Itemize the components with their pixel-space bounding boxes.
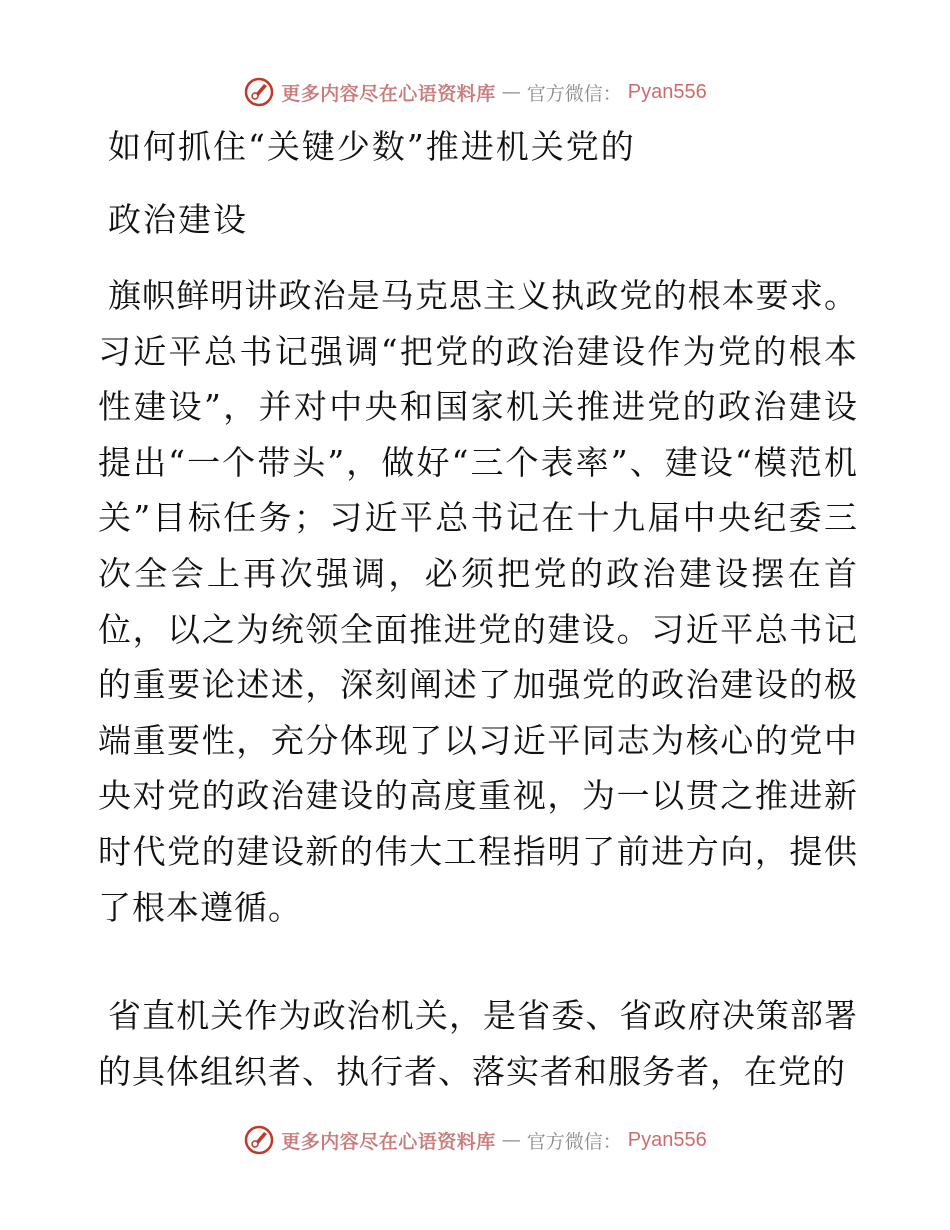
watermark-wechat-id: Pyan556 (627, 80, 707, 103)
document-title-line-1: 如何抓住“关键少数”推进机关党的 (108, 127, 636, 166)
body-paragraph-2: 省直机关作为政治机关，是省委、省政府决策部署的具体组织者、执行者、落实者和服务者，在党的 (98, 996, 858, 1091)
document-title-line-2: 政治建设 (108, 200, 248, 239)
watermark-separator: — (501, 1129, 521, 1151)
watermark-wechat-id: Pyan556 (627, 1128, 707, 1151)
watermark-separator: — (501, 81, 521, 103)
watermark-header (0, 72, 950, 112)
watermark-label: 官方微信： (526, 1130, 622, 1153)
quill-logo-icon (243, 76, 275, 108)
watermark-text: 更多内容尽在心语资料库 (281, 1130, 496, 1153)
quill-logo-icon (243, 1124, 275, 1156)
watermark-footer (0, 1120, 950, 1160)
body-paragraph-1: 旗帜鲜明讲政治是马克思主义执政党的根本要求。习近平总书记强调“把党的政治建设作为党的根本性建设”，并对中央和国家机关推进党的政治建设提出“一个带头”，做好“三个表率”、建设“模范机关”目标任务；习近平总书记在十九届中央纪委三次全会上再次强调，必须把党的政治建设摆在首位，以之为统领全面推进党的建设。习近平总书记的重要论述述，深刻阐述了加强党的政治建设的极端重要性，充分体现了以习近平同志为核心的党中央对党的政治建设的高度重视，为一以贯之推进新时代党的建设新的伟大工程指明了前进方向，提供了根本遵循。 (98, 276, 858, 927)
watermark-label: 官方微信： (526, 82, 622, 105)
watermark-text: 更多内容尽在心语资料库 (281, 82, 496, 105)
